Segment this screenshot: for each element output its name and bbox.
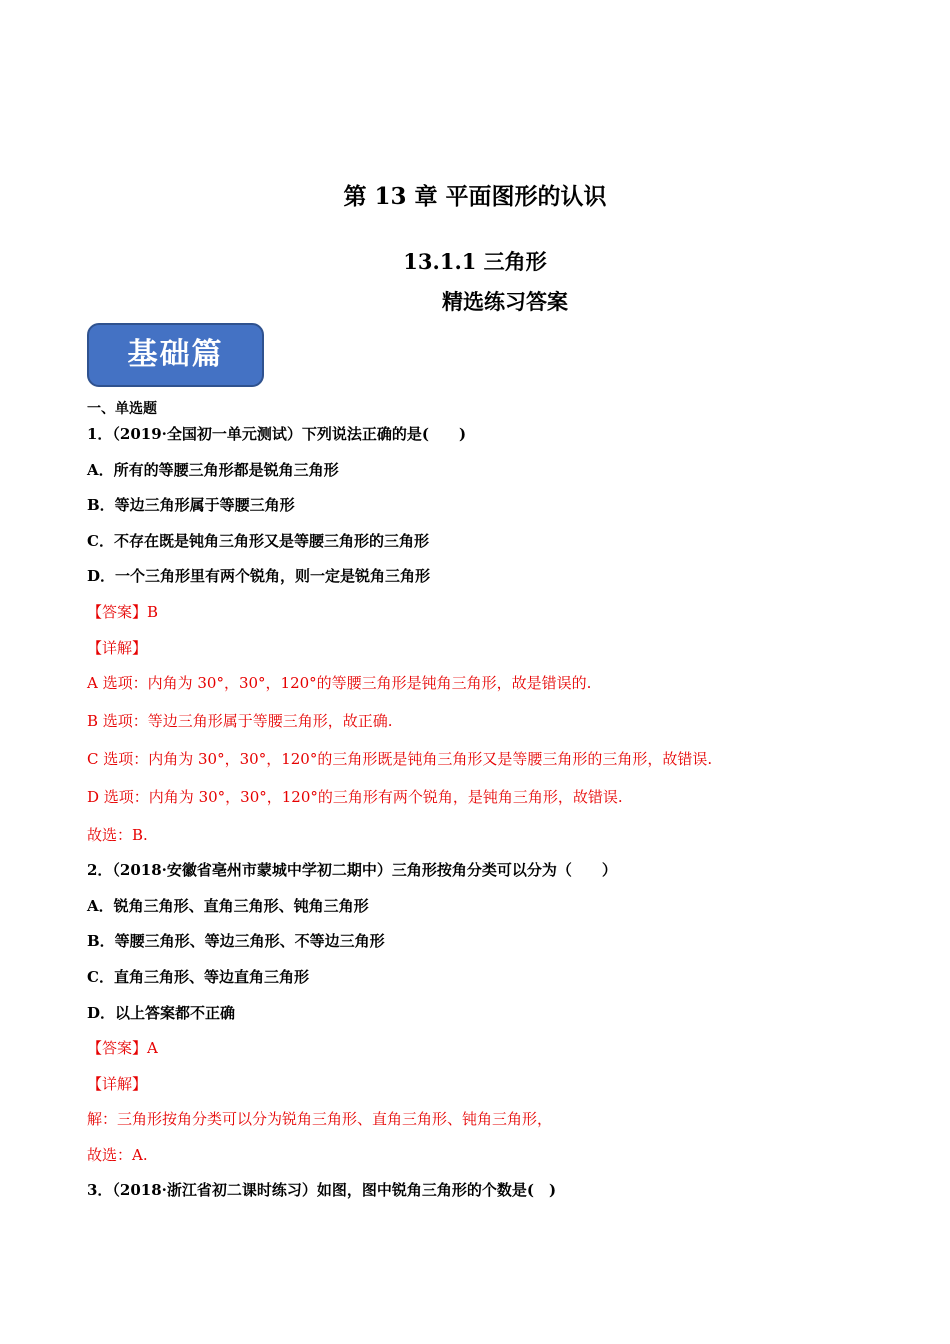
- explanation-1c: C 选项：内角为 30°，30°，120°的三角形既是钝角三角形又是等腰三角形的三角形，故错误.: [87, 750, 713, 768]
- explanation-1d: D 选项：内角为 30°，30°，120°的三角形有两个锐角，是钝角三角形，故错误.: [87, 788, 623, 806]
- option-2d: D．以上答案都不正确: [87, 1004, 236, 1022]
- option-1a: A．所有的等腰三角形都是锐角三角形: [87, 461, 339, 479]
- explanation-1a: A 选项：内角为 30°，30°，120°的等腰三角形是钝角三角形，故是错误的.: [87, 674, 592, 692]
- question-1: 1．（2019·全国初一单元测试）下列说法正确的是( ): [87, 425, 467, 443]
- option-2a: A．锐角三角形、直角三角形、钝角三角形: [87, 897, 369, 915]
- section-title: 13.1.1 三角形: [403, 249, 547, 274]
- option-1d: D．一个三角形里有两个锐角，则一定是锐角三角形: [87, 567, 431, 585]
- explanation-2: 解：三角形按角分类可以分为锐角三角形、直角三角形、钝角三角形，: [87, 1110, 553, 1128]
- explanation-1b: B 选项：等边三角形属于等腰三角形，故正确.: [87, 712, 393, 730]
- option-2c: C．直角三角形、等边直角三角形: [87, 968, 309, 986]
- answer-subtitle: 精选练习答案: [442, 289, 568, 314]
- question-3: 3．（2018·浙江省初二课时练习）如图，图中锐角三角形的个数是( ): [87, 1181, 557, 1199]
- answer-1: 【答案】B: [87, 603, 159, 621]
- explanation-label-2: 【详解】: [87, 1075, 148, 1093]
- answer-2: 【答案】A: [87, 1039, 158, 1057]
- level-badge: 基础篇: [87, 323, 264, 387]
- explanation-label-1: 【详解】: [87, 639, 148, 657]
- option-2b: B．等腰三角形、等边三角形、不等边三角形: [87, 932, 385, 950]
- conclusion-1: 故选：B.: [87, 826, 148, 844]
- option-1b: B．等边三角形属于等腰三角形: [87, 496, 295, 514]
- chapter-title: 第 13 章 平面图形的认识: [343, 183, 607, 210]
- conclusion-2: 故选：A.: [87, 1146, 148, 1164]
- question-type-heading: 一、单选题: [87, 401, 157, 417]
- question-2: 2．（2018·安徽省亳州市蒙城中学初二期中）三角形按角分类可以分为（ ）: [87, 861, 617, 879]
- option-1c: C．不存在既是钝角三角形又是等腰三角形的三角形: [87, 532, 429, 550]
